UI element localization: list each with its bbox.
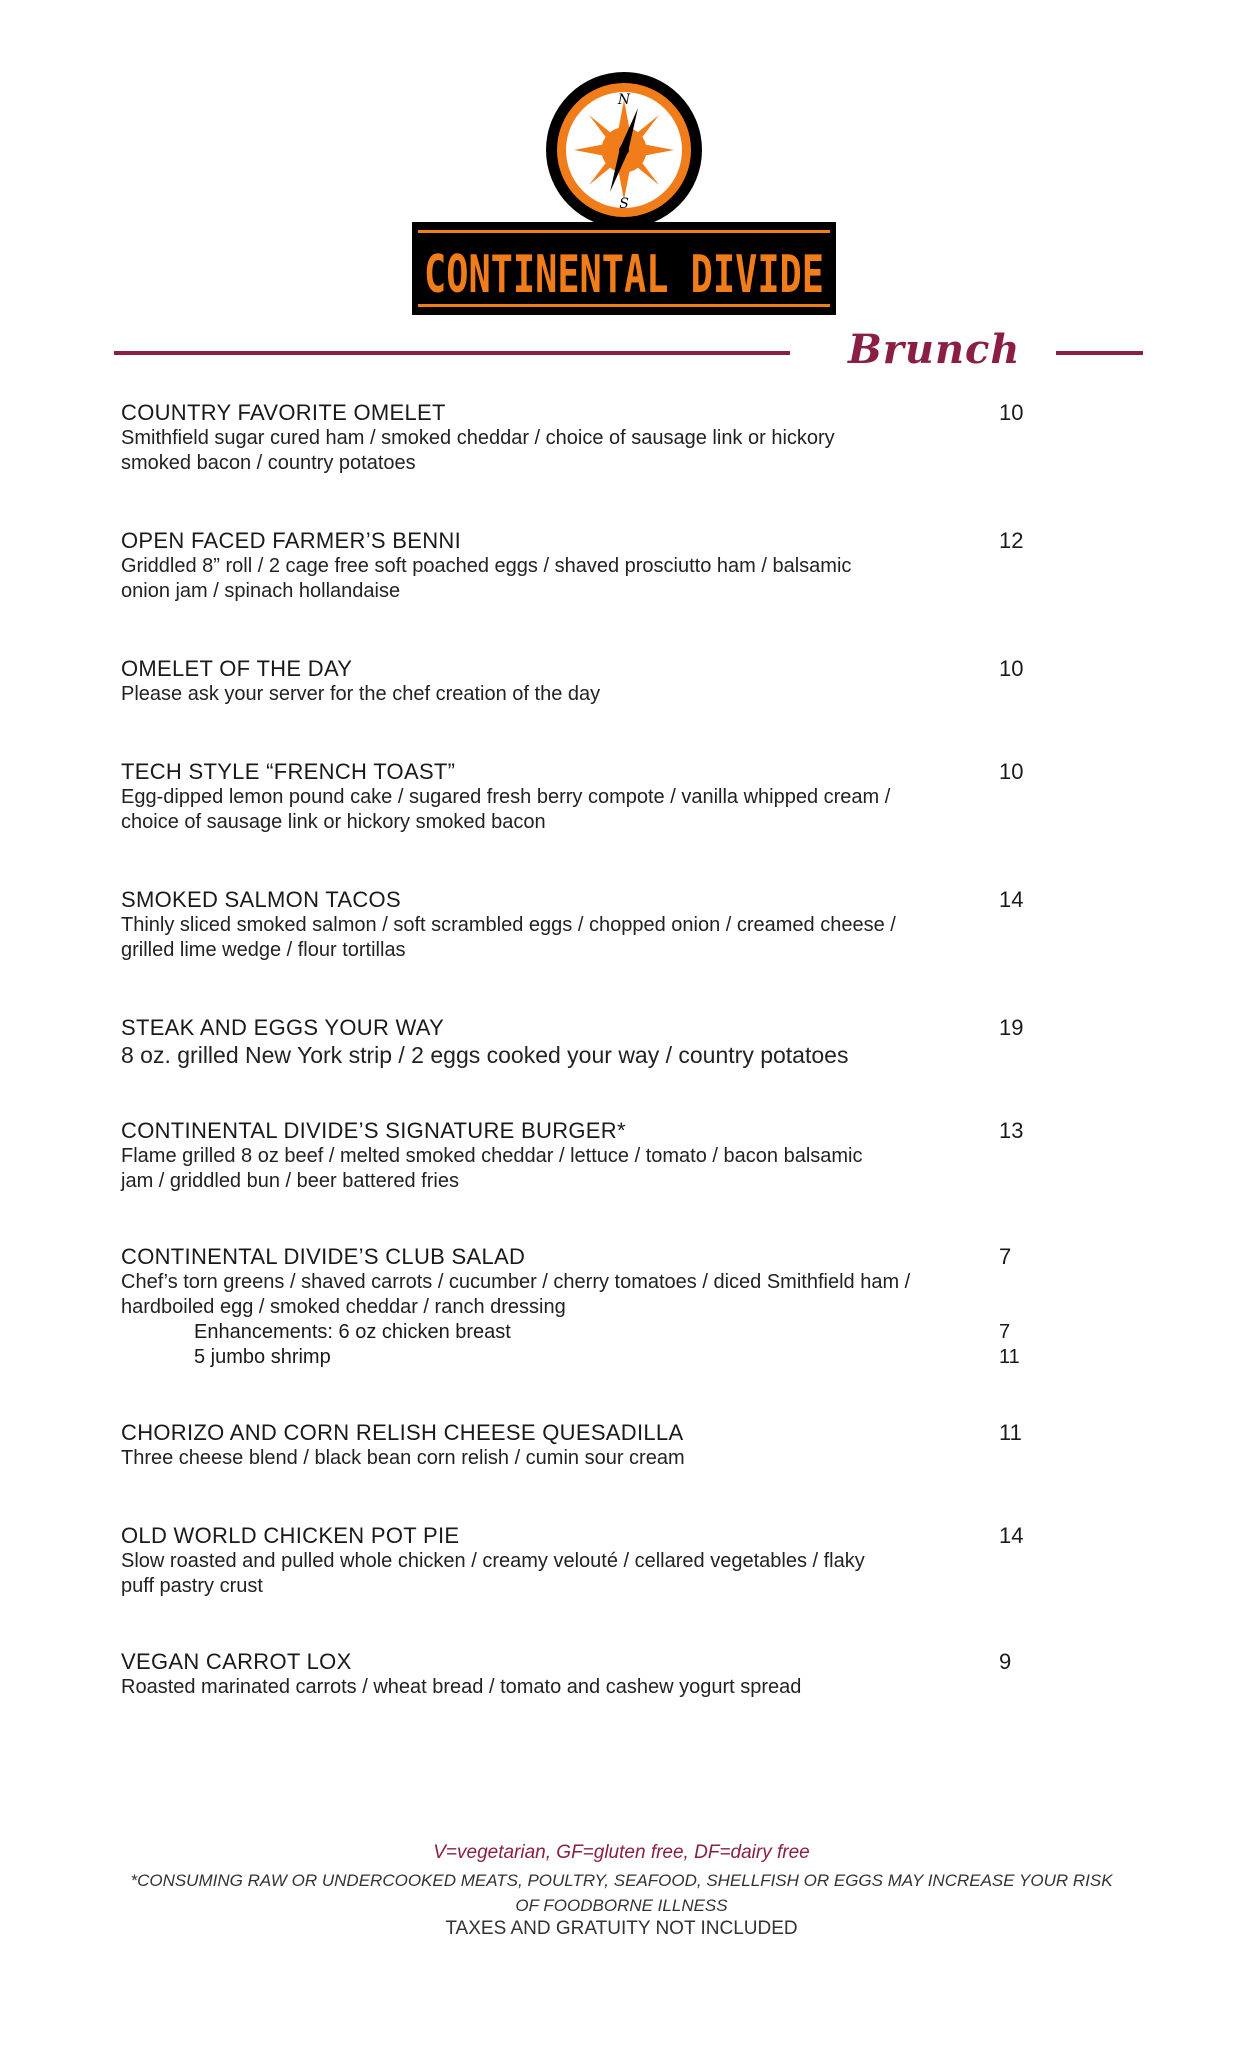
item-desc-line: puff pastry crust	[121, 1575, 263, 1597]
enhancement-row	[121, 1320, 1021, 1345]
item-name: CONTINENTAL DIVIDE’S CLUB SALAD	[121, 1244, 526, 1269]
enhancement-label: 5 jumbo shrimp	[194, 1346, 331, 1368]
menu-item	[121, 1015, 1024, 1069]
enhancement-price: 7	[999, 1321, 1011, 1343]
item-name: OLD WORLD CHICKEN POT PIE	[121, 1523, 460, 1548]
dietary-legend: V=vegetarian, GF=gluten free, DF=dairy free	[433, 1842, 810, 1863]
enhancement-label: Enhancements: 6 oz chicken breast	[194, 1321, 511, 1343]
item-price: 10	[999, 759, 1024, 784]
menu-item	[121, 528, 1024, 604]
compass-south-label: S	[619, 196, 629, 212]
item-desc-line: jam / griddled bun / beer battered fries	[121, 1170, 459, 1192]
item-name: STEAK AND EGGS YOUR WAY	[121, 1015, 445, 1040]
item-price: 14	[999, 1523, 1024, 1548]
menu-item	[121, 1649, 1021, 1700]
menu-item	[121, 1118, 1024, 1194]
item-desc-line: Flame grilled 8 oz beef / melted smoked cheddar / lettuce / tomato / bacon balsamic	[121, 1145, 863, 1167]
menu-item	[121, 656, 1024, 707]
item-desc-line: grilled lime wedge / flour tortillas	[121, 939, 406, 961]
item-desc-line: hardboiled egg / smoked cheddar / ranch dressing	[121, 1296, 566, 1318]
title-rule-left	[114, 351, 790, 355]
enhancement-row	[121, 1345, 1021, 1370]
item-name: OMELET OF THE DAY	[121, 656, 353, 681]
item-price: 7	[999, 1244, 1012, 1269]
item-desc-line: Egg-dipped lemon pound cake / sugared fresh berry compote / vanilla whipped cream /	[121, 786, 891, 808]
item-desc-line: Please ask your server for the chef creation of the day	[121, 683, 601, 705]
item-price: 13	[999, 1118, 1024, 1143]
item-price: 10	[999, 656, 1024, 681]
menu-item	[121, 400, 1024, 476]
item-price: 19	[999, 1015, 1024, 1040]
compass-north-label: N	[617, 92, 631, 108]
item-desc-line: Smithfield sugar cured ham / smoked cheddar / choice of sausage link or hickory	[121, 427, 835, 449]
item-name: SMOKED SALMON TACOS	[121, 887, 401, 912]
item-name: COUNTRY FAVORITE OMELET	[121, 400, 446, 425]
taxes-note: TAXES AND GRATUITY NOT INCLUDED	[445, 1918, 798, 1939]
section-title: Brunch	[848, 326, 1021, 373]
item-name: OPEN FACED FARMER’S BENNI	[121, 528, 462, 553]
enhancement-price: 11	[999, 1346, 1020, 1368]
item-price: 14	[999, 887, 1024, 912]
item-price: 10	[999, 400, 1024, 425]
consumer-warning: *CONSUMING RAW OR UNDERCOOKED MEATS, POULTRY, SEAFOOD, SHELLFISH OR EGGS MAY INCREASE YOUR RISK OF FOODBORNE ILLNESS	[130, 1871, 1113, 1915]
item-desc-line: onion jam / spinach hollandaise	[121, 580, 401, 602]
item-desc-line: choice of sausage link or hickory smoked bacon	[121, 811, 546, 833]
continental-divide-logo	[412, 72, 836, 315]
item-name: VEGAN CARROT LOX	[121, 1649, 352, 1674]
menu-item	[121, 887, 1024, 963]
item-desc-line: Three cheese blend / black bean corn relish / cumin sour cream	[121, 1447, 685, 1469]
item-price: 12	[999, 528, 1024, 553]
item-desc-line: Griddled 8” roll / 2 cage free soft poached eggs / shaved prosciutto ham / balsamic	[121, 555, 852, 577]
item-price: 9	[999, 1649, 1012, 1674]
menu-item	[121, 1523, 1024, 1599]
item-name: TECH STYLE “FRENCH TOAST”	[121, 759, 456, 784]
item-desc-line: 8 oz. grilled New York strip / 2 eggs cooked your way / country potatoes	[121, 1042, 849, 1068]
brand-wordmark: CONTINENTAL DIVIDE	[424, 245, 824, 305]
item-name: CHORIZO AND CORN RELISH CHEESE QUESADILLA	[121, 1420, 684, 1445]
menu-item	[121, 1420, 1021, 1471]
item-desc-line: Chef’s torn greens / shaved carrots / cucumber / cherry tomatoes / diced Smithfield ham /	[121, 1271, 911, 1293]
item-price: 11	[999, 1420, 1022, 1445]
item-desc-line: smoked bacon / country potatoes	[121, 452, 416, 474]
item-name: CONTINENTAL DIVIDE’S SIGNATURE BURGER*	[121, 1118, 626, 1143]
item-desc-line: Slow roasted and pulled whole chicken / creamy velouté / cellared vegetables / flaky	[121, 1550, 865, 1572]
menu-item	[121, 759, 1024, 835]
item-desc-line: Roasted marinated carrots / wheat bread / tomato and cashew yogurt spread	[121, 1676, 802, 1698]
menu-item	[121, 1244, 1021, 1370]
title-rule-right	[1056, 351, 1143, 355]
item-desc-line: Thinly sliced smoked salmon / soft scrambled eggs / chopped onion / creamed cheese /	[121, 914, 896, 936]
